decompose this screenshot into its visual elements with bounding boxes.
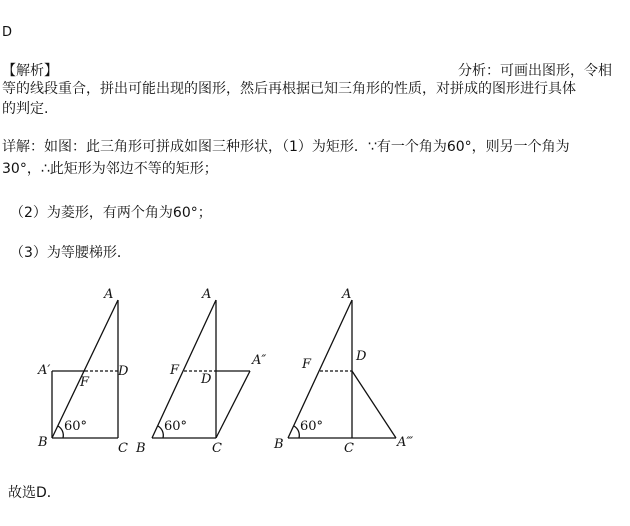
fig3-label-c: C [344,441,354,456]
fig1-label-b: B [38,435,48,450]
fig1-label-c: C [118,441,128,456]
answer-letter: D [2,25,13,40]
fig2-label-d: D [201,372,212,387]
analysis-line-1: 分析：可画出图形，令相 [458,63,612,79]
fig2-label-c: C [212,441,222,456]
fig2-label-f: F [170,363,180,378]
fig3-label-a: A [342,287,352,302]
fig2-label-a-double-prime: A″ [252,353,267,368]
detail-line-1: 详解：如图：此三角形可拼成如图三种形状，（1）为矩形．∵有一个角为60°，则另一个角为 [2,139,570,155]
fig1-label-a-prime: A′ [38,363,51,378]
fig1-angle-label: 60° [64,419,88,434]
fig1-label-d: D [118,364,129,379]
analysis-line-3: 的判定. [2,101,49,117]
section-label: 【解析】 [2,63,58,79]
fig1-label-f: F [80,375,90,390]
fig2-angle-label: 60° [164,419,188,434]
fig3-label-a-triple-prime: A‴ [397,435,414,450]
fig3-angle-label: 60° [300,419,324,434]
analysis-line-2: 等的线段重合，拼出可能出现的图形，然后再根据已知三角形的性质，对拼成的图形进行具体 [2,81,576,97]
fig3-label-b: B [274,437,284,452]
fig2-label-a: A [202,287,212,302]
fig3-label-f: F [302,357,312,372]
fig3-label-d: D [356,349,367,364]
fig2-label-b: B [136,441,146,456]
case-3-text: （3）为等腰梯形． [10,245,131,261]
detail-line-2: 30°，∴此矩形为邻边不等的矩形； [2,161,218,177]
case-2-text: （2）为菱形，有两个角为60°； [10,205,212,221]
conclusion-text: 故选D． [8,485,61,501]
fig1-label-a: A [104,287,114,302]
